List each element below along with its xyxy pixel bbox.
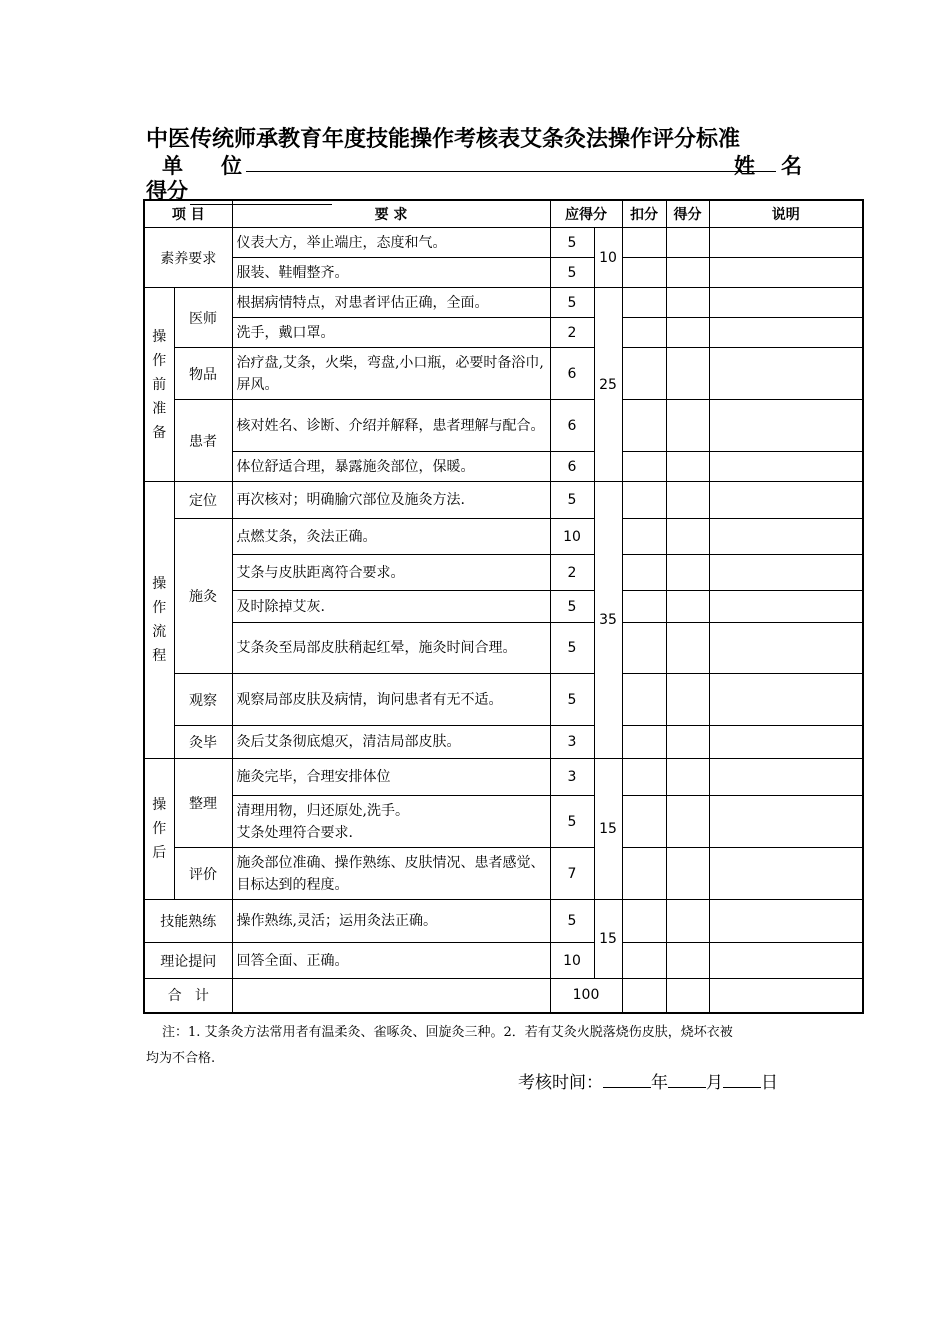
deduct-cell[interactable] bbox=[622, 943, 666, 979]
name-label: 姓名 bbox=[734, 153, 828, 178]
subsection-observe: 观察 bbox=[174, 674, 232, 726]
total-points: 100 bbox=[550, 979, 622, 1013]
points-cell: 5 bbox=[550, 674, 594, 726]
requirement-cell: 根据病情特点，对患者评估正确，全面。 bbox=[232, 288, 550, 318]
note-cell[interactable] bbox=[709, 979, 863, 1013]
col-header-deduct: 扣分 bbox=[622, 200, 666, 228]
points-cell: 5 bbox=[550, 288, 594, 318]
score-cell[interactable] bbox=[666, 591, 709, 623]
subsection-arrange: 整理 bbox=[174, 759, 232, 848]
section-total: 15 bbox=[594, 759, 622, 900]
score-cell[interactable] bbox=[666, 674, 709, 726]
document-title: 中医传统师承教育年度技能操作考核表艾条灸法操作评分标准 bbox=[146, 126, 741, 152]
deduct-cell[interactable] bbox=[622, 674, 666, 726]
footnote bbox=[146, 1020, 806, 1072]
label-char: 作 bbox=[152, 352, 167, 369]
requirement-line: 艾条处理符合要求. bbox=[236, 824, 353, 841]
table-row bbox=[144, 288, 863, 318]
requirement-cell: 再次核对；明确腧穴部位及施灸方法. bbox=[232, 482, 550, 519]
table-row bbox=[144, 674, 863, 726]
score-cell[interactable] bbox=[666, 348, 709, 400]
table-row bbox=[144, 726, 863, 759]
table-row bbox=[144, 482, 863, 519]
points-cell: 6 bbox=[550, 452, 594, 482]
unit-name-row bbox=[146, 150, 828, 178]
points-cell: 7 bbox=[550, 848, 594, 900]
footnote-line: 均为不合格. bbox=[146, 1051, 216, 1066]
points-cell: 5 bbox=[550, 900, 594, 943]
subsection-finish: 灸毕 bbox=[174, 726, 232, 759]
score-cell[interactable] bbox=[666, 848, 709, 900]
section-label-flow bbox=[144, 482, 174, 759]
subsection-items: 物品 bbox=[174, 348, 232, 400]
note-cell[interactable] bbox=[709, 943, 863, 979]
requirement-cell bbox=[232, 979, 550, 1013]
score-cell[interactable] bbox=[666, 318, 709, 348]
score-cell[interactable] bbox=[666, 482, 709, 519]
deduct-cell[interactable] bbox=[622, 482, 666, 519]
month-label: 月 bbox=[706, 1073, 723, 1093]
score-cell[interactable] bbox=[666, 943, 709, 979]
deduct-cell[interactable] bbox=[622, 796, 666, 848]
col-header-requirement: 要 求 bbox=[232, 200, 550, 228]
points-cell: 5 bbox=[550, 796, 594, 848]
requirement-cell: 点燃艾条，灸法正确。 bbox=[232, 519, 550, 555]
points-cell: 2 bbox=[550, 555, 594, 591]
score-cell[interactable] bbox=[666, 623, 709, 674]
unit-label: 单位 bbox=[162, 153, 280, 178]
label-char: 操 bbox=[152, 797, 167, 813]
points-cell: 5 bbox=[550, 258, 594, 288]
note-cell[interactable] bbox=[709, 228, 863, 258]
table-row bbox=[144, 452, 863, 482]
points-cell: 2 bbox=[550, 318, 594, 348]
table-row bbox=[144, 555, 863, 591]
section-label-suyang: 素养要求 bbox=[144, 228, 232, 288]
subsection-doctor: 医师 bbox=[174, 288, 232, 348]
label-char: 作 bbox=[152, 600, 167, 616]
requirement-cell: 施灸完毕，合理安排体位 bbox=[232, 759, 550, 796]
note-cell[interactable] bbox=[709, 900, 863, 943]
month-blank[interactable] bbox=[668, 1071, 706, 1088]
table-header-row bbox=[144, 200, 863, 228]
note-cell[interactable] bbox=[709, 848, 863, 900]
col-header-note: 说明 bbox=[709, 200, 863, 228]
requirement-cell: 施灸部位准确、操作熟练、皮肤情况、患者感觉、目标达到的程度。 bbox=[232, 848, 550, 900]
deduct-cell[interactable] bbox=[622, 258, 666, 288]
exam-time bbox=[518, 1068, 778, 1093]
subsection-evaluate: 评价 bbox=[174, 848, 232, 900]
col-header-points: 应得分 bbox=[550, 200, 622, 228]
note-cell[interactable] bbox=[709, 674, 863, 726]
section-label-pre bbox=[144, 288, 174, 482]
score-cell[interactable] bbox=[666, 900, 709, 943]
section-total: 10 bbox=[594, 228, 622, 288]
deduct-cell[interactable] bbox=[622, 900, 666, 943]
requirement-cell: 治疗盘,艾条，火柴，弯盘,小口瓶，必要时备浴巾,屏风。 bbox=[232, 348, 550, 400]
deduct-cell[interactable] bbox=[622, 623, 666, 674]
section-total: 15 bbox=[594, 900, 622, 979]
table-row bbox=[144, 759, 863, 796]
subsection-patient: 患者 bbox=[174, 400, 232, 482]
deduct-cell[interactable] bbox=[622, 848, 666, 900]
requirement-cell: 及时除掉艾灰. bbox=[232, 591, 550, 623]
label-char: 备 bbox=[152, 424, 167, 441]
label-char: 前 bbox=[152, 376, 167, 393]
note-cell[interactable] bbox=[709, 452, 863, 482]
section-label-post bbox=[144, 759, 174, 900]
score-cell[interactable] bbox=[666, 759, 709, 796]
note-cell[interactable] bbox=[709, 555, 863, 591]
note-cell[interactable] bbox=[709, 796, 863, 848]
requirement-cell: 服装、鞋帽整齐。 bbox=[232, 258, 550, 288]
table-row-total bbox=[144, 979, 863, 1013]
score-cell[interactable] bbox=[666, 400, 709, 452]
deduct-cell[interactable] bbox=[622, 318, 666, 348]
note-cell[interactable] bbox=[709, 258, 863, 288]
requirement-cell: 观察局部皮肤及病情，询问患者有无不适。 bbox=[232, 674, 550, 726]
year-blank[interactable] bbox=[603, 1071, 651, 1088]
col-header-item: 项 目 bbox=[144, 200, 232, 228]
subsection-moxa: 施灸 bbox=[174, 519, 232, 674]
deduct-cell[interactable] bbox=[622, 348, 666, 400]
table-row bbox=[144, 400, 863, 452]
score-cell[interactable] bbox=[666, 979, 709, 1013]
deduct-cell[interactable] bbox=[622, 452, 666, 482]
label-char: 程 bbox=[152, 648, 167, 664]
col-header-score: 得分 bbox=[666, 200, 709, 228]
note-cell[interactable] bbox=[709, 318, 863, 348]
note-cell[interactable] bbox=[709, 519, 863, 555]
note-cell[interactable] bbox=[709, 400, 863, 452]
total-label: 合 计 bbox=[144, 979, 232, 1013]
requirement-cell: 艾条与皮肤距离符合要求。 bbox=[232, 555, 550, 591]
score-cell[interactable] bbox=[666, 288, 709, 318]
deduct-cell[interactable] bbox=[622, 591, 666, 623]
score-label: 得分 bbox=[146, 178, 188, 203]
requirement-line: 清理用物，归还原处,洗手。 bbox=[236, 802, 409, 819]
label-char: 操 bbox=[152, 576, 167, 592]
label-char: 后 bbox=[152, 845, 167, 861]
score-cell[interactable] bbox=[666, 555, 709, 591]
points-cell: 10 bbox=[550, 519, 594, 555]
score-cell[interactable] bbox=[666, 519, 709, 555]
table-row bbox=[144, 318, 863, 348]
table-row bbox=[144, 900, 863, 943]
requirement-cell: 操作熟练,灵活；运用灸法正确。 bbox=[232, 900, 550, 943]
requirement-cell: 灸后艾条彻底熄灭，清洁局部皮肤。 bbox=[232, 726, 550, 759]
label-char: 作 bbox=[152, 821, 167, 837]
deduct-cell[interactable] bbox=[622, 759, 666, 796]
deduct-cell[interactable] bbox=[622, 726, 666, 759]
note-cell[interactable] bbox=[709, 591, 863, 623]
table-row bbox=[144, 519, 863, 555]
requirement-cell: 回答全面、正确。 bbox=[232, 943, 550, 979]
deduct-cell[interactable] bbox=[622, 288, 666, 318]
note-cell[interactable] bbox=[709, 623, 863, 674]
score-cell[interactable] bbox=[666, 452, 709, 482]
note-cell[interactable] bbox=[709, 348, 863, 400]
table-row bbox=[144, 848, 863, 900]
unit-fill-line[interactable] bbox=[246, 171, 776, 172]
note-cell[interactable] bbox=[709, 726, 863, 759]
score-cell[interactable] bbox=[666, 796, 709, 848]
deduct-cell[interactable] bbox=[622, 400, 666, 452]
score-cell[interactable] bbox=[666, 726, 709, 759]
section-label-skill: 技能熟练 bbox=[144, 900, 232, 943]
subsection-locate: 定位 bbox=[174, 482, 232, 519]
deduct-cell[interactable] bbox=[622, 979, 666, 1013]
section-total: 35 bbox=[594, 482, 622, 759]
score-cell[interactable] bbox=[666, 258, 709, 288]
note-cell[interactable] bbox=[709, 759, 863, 796]
section-total: 25 bbox=[594, 288, 622, 482]
label-char: 准 bbox=[152, 400, 167, 417]
day-blank[interactable] bbox=[723, 1071, 761, 1088]
section-label-theory: 理论提问 bbox=[144, 943, 232, 979]
requirement-cell bbox=[232, 796, 550, 848]
requirement-cell: 洗手，戴口罩。 bbox=[232, 318, 550, 348]
label-char: 操 bbox=[152, 328, 167, 345]
day-label: 日 bbox=[761, 1073, 778, 1093]
points-cell: 6 bbox=[550, 400, 594, 452]
table-row bbox=[144, 796, 863, 848]
score-cell[interactable] bbox=[666, 228, 709, 258]
deduct-cell[interactable] bbox=[622, 519, 666, 555]
table-row bbox=[144, 591, 863, 623]
points-cell: 5 bbox=[550, 591, 594, 623]
table-row bbox=[144, 623, 863, 674]
requirement-cell: 体位舒适合理，暴露施灸部位，保暖。 bbox=[232, 452, 550, 482]
requirement-cell: 仪表大方，举止端庄，态度和气。 bbox=[232, 228, 550, 258]
footnote-line: 注：1. 艾条灸方法常用者有温柔灸、雀啄灸、回旋灸三种。2．若有艾灸火脱落烧伤皮肤，烧坏衣被 bbox=[162, 1025, 733, 1040]
label-char: 流 bbox=[152, 624, 167, 640]
requirement-cell: 艾条灸至局部皮肤稍起红晕，施灸时间合理。 bbox=[232, 623, 550, 674]
table-row bbox=[144, 943, 863, 979]
note-cell[interactable] bbox=[709, 482, 863, 519]
points-cell: 10 bbox=[550, 943, 594, 979]
deduct-cell[interactable] bbox=[622, 555, 666, 591]
points-cell: 5 bbox=[550, 623, 594, 674]
points-cell: 6 bbox=[550, 348, 594, 400]
table-row bbox=[144, 258, 863, 288]
deduct-cell[interactable] bbox=[622, 228, 666, 258]
scoring-table bbox=[143, 199, 864, 1014]
table-row bbox=[144, 348, 863, 400]
note-cell[interactable] bbox=[709, 288, 863, 318]
table-row bbox=[144, 228, 863, 258]
points-cell: 5 bbox=[550, 482, 594, 519]
year-label: 年 bbox=[651, 1073, 668, 1093]
requirement-cell: 核对姓名、诊断、介绍并解释，患者理解与配合。 bbox=[232, 400, 550, 452]
points-cell: 3 bbox=[550, 726, 594, 759]
points-cell: 3 bbox=[550, 759, 594, 796]
exam-time-label: 考核时间： bbox=[518, 1073, 603, 1093]
points-cell: 5 bbox=[550, 228, 594, 258]
